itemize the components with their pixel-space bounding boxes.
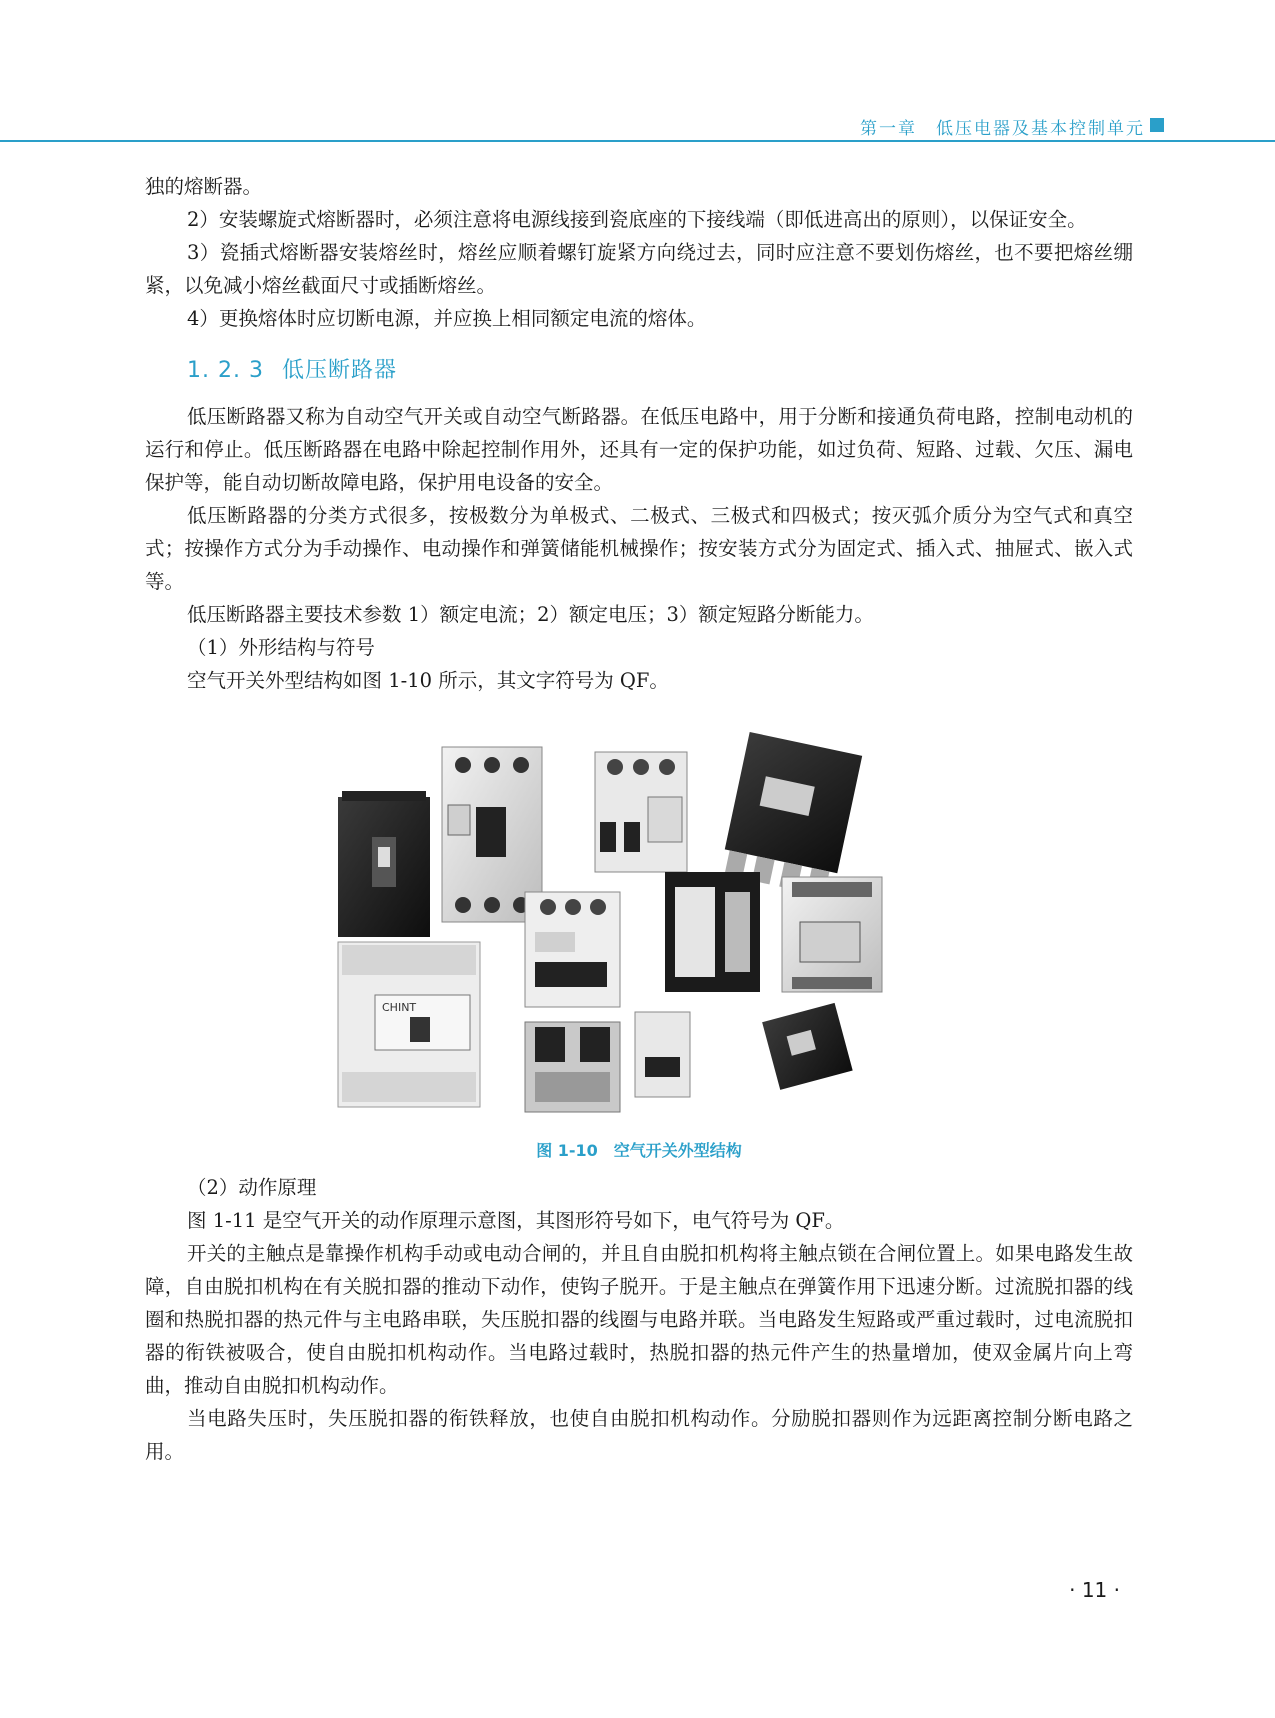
paragraph: （1）外形结构与符号 [187, 636, 375, 659]
mcb-top [595, 752, 687, 872]
section-title: 低压断路器 [281, 358, 397, 383]
chint-label: CHINT [382, 1001, 417, 1014]
paragraph: 图 1-11 是空气开关的动作原理示意图，其图形符号如下，电气符号为 QF。 [187, 1209, 845, 1232]
chint-breaker [338, 942, 480, 1107]
black-breaker-left [338, 791, 430, 937]
page-header [0, 0, 1275, 140]
paragraph: 低压断路器的分类方式很多，按极数分为单极式、二极式、三极式和四极式；按灭弧介质分为空气式和真空式；按操作方式分为手动操作、电动操作和弹簧储能机械操作；按安装方式分为固定式、插入式、抽屉式、嵌入式等。 [145, 504, 1133, 593]
section-heading [187, 353, 1133, 384]
chapter-title: 第一章 低压电器及基本控制单元 [860, 119, 1145, 139]
grey-breaker-right [782, 877, 882, 992]
page-number: · 11 · [1069, 1578, 1120, 1602]
acb-frame [665, 872, 760, 992]
figure-breakers [145, 727, 1133, 1132]
mcb-middle [525, 892, 620, 1007]
paragraph: 开关的主触点是靠操作机构手动或电动合闸的，并且自由脱扣机构将主触点锁在合闸位置上。如果电路发生故障，自由脱扣机构在有关脱扣器的推动下动作，使钩子脱开。于是主触点在弹簧作用下迅速分断。过流脱扣器的线圈和热脱扣器的热元件与主电路串联，失压脱扣器的线圈与电路并联。当电路发生短路或严重过载时，过电流脱扣器的衔铁被吸合，使自由脱扣机构动作。当电路过载时，热脱扣器的热元件产生的热量增加，使双金属片向上弯曲，推动自由脱扣机构动作。 [145, 1242, 1133, 1397]
page-content [145, 170, 1133, 1468]
header-square-icon [1150, 118, 1164, 132]
breakers-illustration [330, 727, 920, 1127]
leakage-module [635, 1012, 690, 1097]
paragraph: 4）更换熔体时应切断电源，并应换上相同额定电流的熔体。 [187, 307, 707, 330]
plugin-breaker [525, 1022, 620, 1112]
paragraph: 独的熔断器。 [145, 175, 263, 198]
paragraph: 低压断路器主要技术参数 1）额定电流；2）额定电压；3）额定短路分断能力。 [187, 603, 874, 626]
paragraph: 低压断路器又称为自动空气开关或自动空气断路器。在低压电路中，用于分断和接通负荷电路，控制电动机的运行和停止。低压断路器在电路中除起控制作用外，还具有一定的保护功能，如过负荷、短路、过载、欠压、漏电保护等，能自动切断故障电路，保护用电设备的安全。 [145, 405, 1133, 494]
paragraph: 空气开关外型结构如图 1-10 所示，其文字符号为 QF。 [187, 669, 669, 692]
paragraph: （2）动作原理 [187, 1176, 317, 1199]
paragraph: 当电路失压时，失压脱扣器的衔铁释放，也使自由脱扣机构动作。分励脱扣器则作为远距离控制分断电路之用。 [145, 1407, 1133, 1463]
black-breaker-small [762, 1003, 853, 1090]
paragraph: 2）安装螺旋式熔断器时，必须注意将电源线接到瓷底座的下接线端（即低进高出的原则），以保证安全。 [187, 208, 1087, 231]
figure-caption: 图 1-10 空气开关外型结构 [536, 1141, 742, 1160]
section-number: 1. 2. 3 [187, 358, 264, 383]
header-rule [0, 140, 1275, 142]
paragraph: 3）瓷插式熔断器安装熔丝时，熔丝应顺着螺钉旋紧方向绕过去，同时应注意不要划伤熔丝，也不要把熔丝绷紧，以免减小熔丝截面尺寸或插断熔丝。 [145, 241, 1133, 297]
